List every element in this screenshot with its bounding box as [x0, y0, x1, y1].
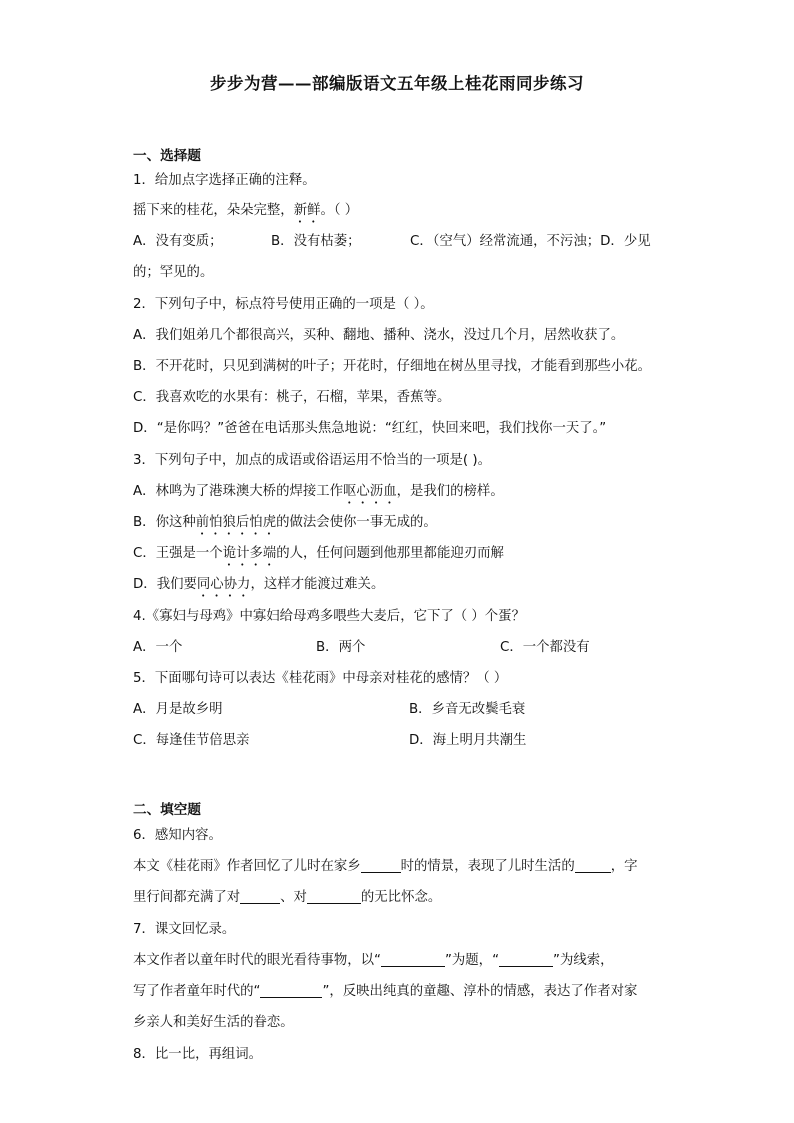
q5-option-b[interactable]: B．乡音无改鬓毛衰: [409, 702, 526, 717]
q1-sentence-post: 。（ ）: [320, 203, 359, 218]
q7-stem: 7．课文回忆录。: [133, 922, 236, 937]
q7-text-5: ”，反映出纯真的童趣、淳朴的情感，表达了作者对家: [322, 984, 638, 999]
q3-d-post: ，这样才能渡过难关。: [250, 577, 385, 592]
q5-option-d[interactable]: D．海上明月共潮生: [409, 733, 527, 748]
q6-blank-3[interactable]: [240, 888, 280, 904]
q6-text-5: 、对: [280, 890, 307, 905]
q4-option-b[interactable]: B．两个: [316, 640, 366, 655]
q4-stem: 4.《寡妇与母鸡》中寡妇给母鸡多喂些大麦后，它下了（ ）个蛋？: [133, 609, 525, 624]
q5-stem: 5．下面哪句诗可以表达《桂花雨》中母亲对桂花的感情？（ ）: [133, 671, 508, 686]
q3-c-post: 的人，任何问题到他那里都能迎刃而解: [276, 546, 504, 561]
q3-option-c[interactable]: [133, 544, 504, 569]
q3-c-dotted: 诡计多端: [222, 546, 277, 561]
q2-option-a[interactable]: A．我们姐弟几个都很高兴，买种、翻地、播种、浇水，没过几个月，居然收获了。: [133, 328, 625, 343]
q1-dotted-word: 新鲜: [293, 203, 321, 218]
q3-d-pre: D．我们要: [133, 577, 197, 592]
q2-option-d[interactable]: D．“是你吗？”爸爸在电话那头焦急地说：“红红，快回来吧，我们找你一天了。”: [133, 421, 607, 436]
q3-option-b[interactable]: [133, 513, 437, 538]
q1-option-a[interactable]: A．没有变质；: [133, 234, 223, 249]
q7-blank-1[interactable]: [381, 951, 445, 967]
q3-a-pre: A．林鸣为了港珠澳大桥的焊接工作: [133, 484, 344, 499]
q7-blank-2[interactable]: [499, 951, 553, 967]
q2-option-b[interactable]: B．不开花时，只见到满树的叶子；开花时，仔细地在树丛里寻找，才能看到那些小花。: [133, 359, 652, 374]
q3-option-d[interactable]: [133, 575, 384, 600]
q7-line1: [133, 951, 614, 971]
q3-a-post: ，是我们的榜样。: [396, 484, 504, 499]
q3-stem: 3．下列句子中，加点的成语或俗语运用不恰当的一项是( )。: [133, 453, 491, 468]
q5-option-a[interactable]: A．月是故乡明: [133, 702, 223, 717]
q3-b-post: 的做法会使你一事无成的。: [276, 515, 437, 530]
q6-text-6: 的无比怀念。: [360, 890, 442, 905]
q3-option-a[interactable]: [133, 482, 504, 507]
q1-sentence-pre: 摇下来的桂花，朵朵完整，: [133, 203, 294, 218]
q1-option-c[interactable]: C．（空气）经常流通，不污浊；D．少见: [410, 234, 651, 249]
q3-b-pre: B．你这种: [133, 515, 196, 530]
q5-option-c[interactable]: C．每逢佳节倍思亲: [133, 733, 250, 748]
q3-a-dotted: 呕心沥血: [343, 484, 397, 499]
q7-line3: 乡亲人和美好生活的眷恋。: [133, 1015, 294, 1030]
q4-options: [133, 638, 673, 658]
q6-stem: 6．感知内容。: [133, 828, 222, 843]
q5-options-row2: [133, 731, 673, 751]
section-heading-choice: 一、选择题: [133, 148, 201, 164]
q7-blank-3[interactable]: [260, 982, 322, 998]
q3-c-pre: C．王强是一个: [133, 546, 223, 561]
q1-option-continued: 的；罕见的。: [133, 265, 214, 280]
q6-blank-2[interactable]: [575, 857, 611, 873]
q7-text-2: ”为题，“: [444, 953, 500, 968]
q1-sentence: [133, 201, 358, 226]
section-heading-fill: 二、填空题: [133, 802, 201, 818]
q7-text-4: 写了作者童年时代的“: [133, 984, 261, 999]
q3-d-dotted: 同心协力: [196, 577, 251, 592]
q7-text-3: ”为线索，: [553, 953, 614, 968]
q1-options: [133, 232, 673, 252]
q5-options-row1: [133, 700, 673, 720]
q6-blank-1[interactable]: [361, 857, 401, 873]
q4-option-c[interactable]: C．一个都没有: [500, 640, 590, 655]
q1-stem: 1．给加点字选择正确的注释。: [133, 173, 316, 188]
q7-line2: [133, 982, 637, 1002]
q4-option-a[interactable]: A．一个: [133, 640, 183, 655]
q6-line1: [133, 857, 638, 877]
q2-stem: 2．下列句子中，标点符号使用正确的一项是（ ）。: [133, 297, 434, 312]
q1-option-b[interactable]: B．没有枯萎；: [271, 234, 361, 249]
q6-text-1: 本文《桂花雨》作者回忆了儿时在家乡: [133, 859, 361, 874]
q3-b-dotted: 前怕狼后怕虎: [195, 515, 277, 530]
page-title: 步步为营——部编版语文五年级上桂花雨同步练习: [210, 74, 584, 93]
q6-text-3: ，字: [610, 859, 638, 874]
q7-text-1: 本文作者以童年时代的眼光看待事物，以“: [133, 953, 381, 968]
q2-option-c[interactable]: C．我喜欢吃的水果有：桃子，石榴，苹果，香蕉等。: [133, 390, 451, 405]
q6-text-2: 时的情景，表现了儿时生活的: [400, 859, 575, 874]
q6-line2: [133, 888, 441, 908]
q8-stem: 8．比一比，再组词。: [133, 1047, 263, 1062]
q6-text-4: 里行间都充满了对: [133, 890, 241, 905]
q6-blank-4[interactable]: [307, 888, 361, 904]
